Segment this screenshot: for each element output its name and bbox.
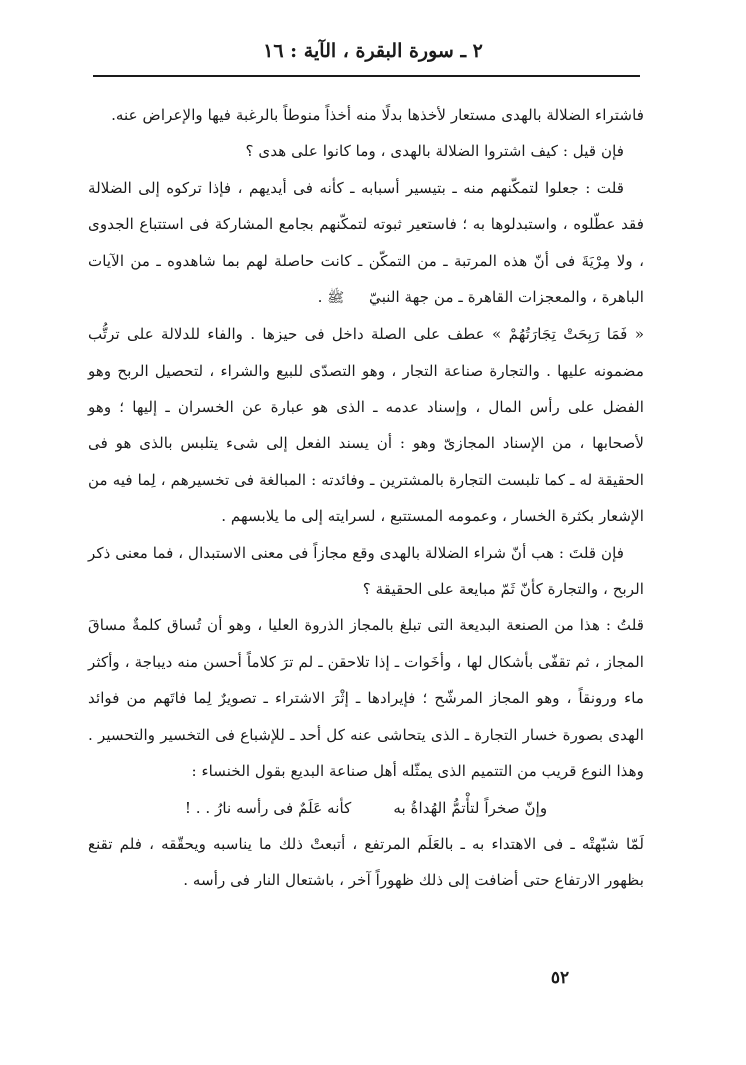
paragraph-closing: لَمّا شبّهتْه ـ فى الاهتداء به ـ بالعَلَم المرتفع ، أتبعتْ ذلك ما يناسبه ويحقّقه ، فلم تقنع بظهور الارتفاع حتى أضافت إلى ذلك ظهوراً آخر ، باشتعال النار فى رأسه . [88, 834, 644, 890]
salutation-ornament: ﷺ [327, 289, 345, 306]
paragraph-question: فإن قيل : كيف اشتروا الضلالة بالهدى ، وما كانوا على هدى ؟ [245, 142, 624, 161]
paragraph-answer-text: قلت : جعلوا لتمكّنهم منه ـ بتيسير أسبابه ـ كأنه فى أيديهم ، فإذا تركوه إلى الضلالة فقد عطّلوه ، واستبدلوها به ؛ فاستعير ثبوته لتمكّنهم بجامع المشاركة فى استتباع الجدوى ، ولا مِرْيَةَ فى أنّ هذه المرتبة ـ من التمكّن ـ كانت حاصلة لهم بما شاهدوه ـ من الآيات الباهرة ، والمعجزات القاهرة ـ من جهة النبيّ [88, 178, 644, 307]
paragraph-metaphor: فاشتراء الضلالة بالهدى مستعار لأخذها بدلًا منه أخذاً منوطاً بالرغبة فيها والإعراض عنه. [111, 106, 644, 124]
paragraph-rhetoric: قلتُ : هذا من الصنعة البديعة التى تبلغ بالمجاز الذروة العليا ، وهو أن تُساق كلمةٌ مساقَ المجاز ، ثم تقفّى بأشكال لها ، وأخَوات ـ إذا تلاحقن ـ لم ترَ كلاماً أحسن منه ديباجة ، وأكثر ماء ورونقاً ، وهو المجاز المرشّح ؛ فإيرادها ـ إثْرَ الاشتراء ـ تصويرٌ لِما فاتَهم من فوائد الهدى بصورة خسار التجارة ـ الذى يتحاشى عنه كل أحد ـ للإشباع فى التخسير والتحسير . وهذا النوع قريب من التتميم الذى يمثّله أهل صناعة البديع بقول الخنساء : [88, 616, 644, 781]
verse-first-hemistich: وإنّ صخراً لتأْتمُّ الهُداةُ به [393, 798, 548, 817]
verse-second-hemistich: كأنه عَلَمٌ فى رأسه نارُ . . ! [184, 798, 352, 817]
end-mark: . [317, 288, 328, 307]
paragraph-objection: فإن قلتَ : هب أنّ شراء الضلالة بالهدى وقع مجازاً فى معنى الاستبدال ، فما معنى ذكر الربح ، والتجارة كأنّ ثَمّ مبايعة على الحقيقة ؟ [88, 543, 644, 599]
page-header: ٢ ـ سورة البقرة ، الآية : ١٦ [263, 40, 483, 62]
paragraph-trade: « فَمَا رَبِحَتْ تِجَارَتُهُمْ » عطف على الصلة داخل فى حيزها . والفاء للدلالة على ترتُّب مضمونه عليها . والتجارة صناعة التجار ، وهو التصدّى للبيع والشراء ، لتحصيل الربح وهو الفضل على رأس المال ، وإسناد عدمه ـ الذى هو عبارة عن الخسران ـ إليها ؛ وهو لأصحابها ، من الإسناد المجازىّ وهو : أن يسند الفعل إلى شىء يتلبس بالذى هو فى الحقيقة له ـ كما تلبست التجارة بالمشترين ـ وفائدته : المبالغة فى تخسيرهم ، لِما فيه من الإشعار بكثرة الخسار ، وعمومه المستتبع ، لسرايته إلى ما يلابسهم . [88, 325, 644, 526]
poetry-verse [88, 790, 644, 826]
header-divider [93, 75, 640, 77]
page-number: ٥٢ [550, 968, 570, 988]
paragraph-answer [88, 170, 644, 316]
main-text [88, 97, 644, 899]
